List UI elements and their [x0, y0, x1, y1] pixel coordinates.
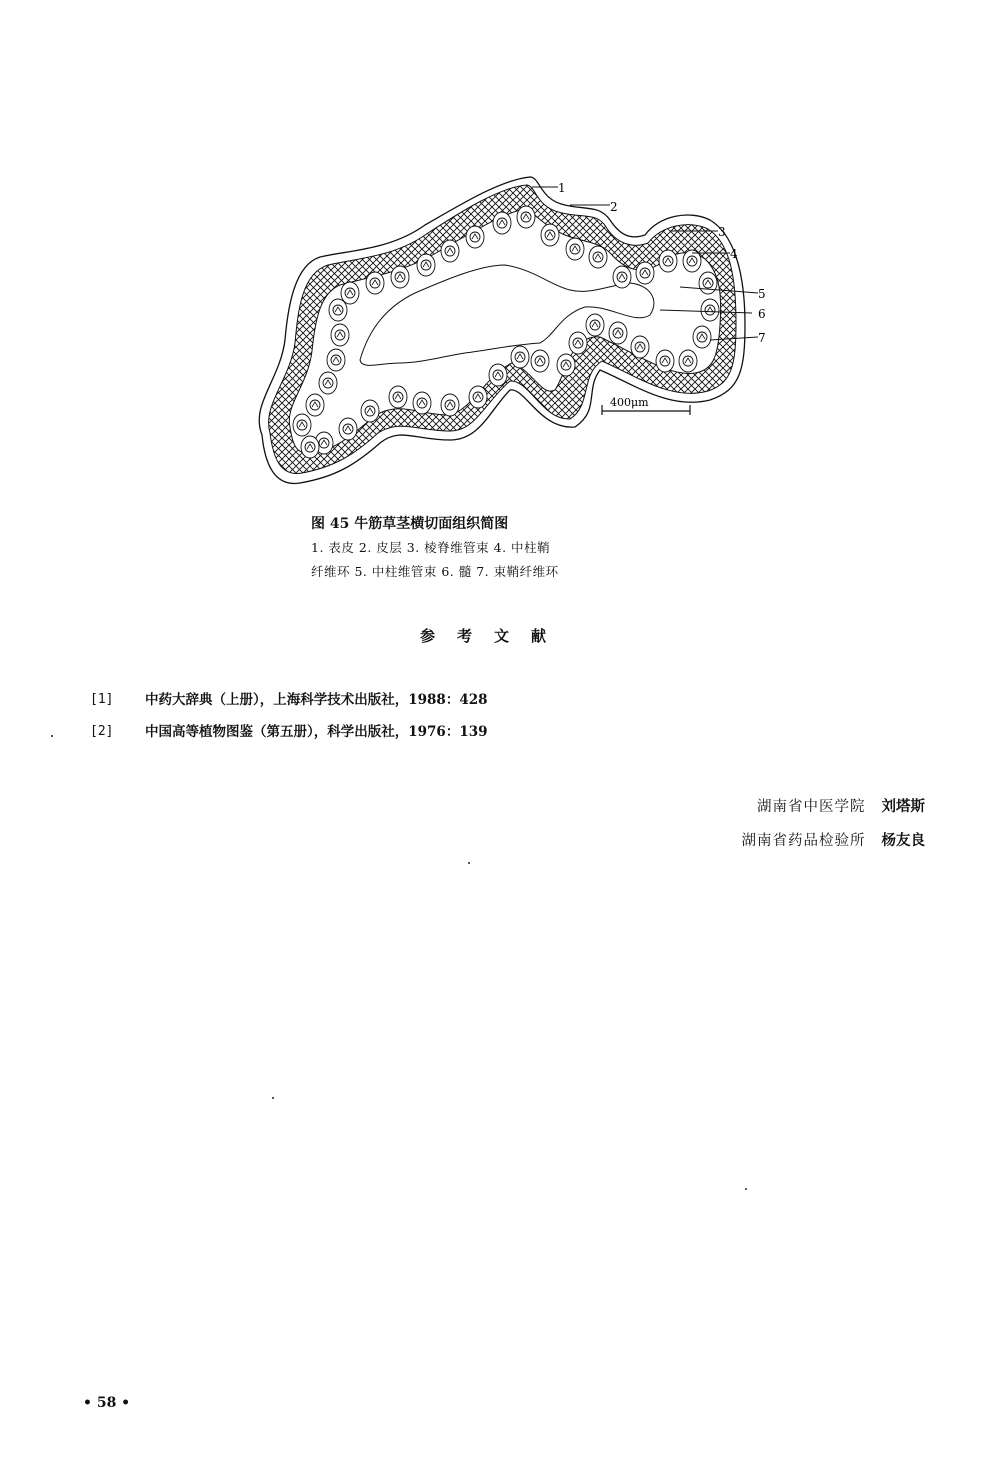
cross-section-diagram [240, 165, 780, 505]
vascular-bundle [557, 354, 575, 376]
figure-caption [311, 512, 559, 584]
vascular-bundle [391, 266, 409, 288]
scan-speck [272, 1097, 274, 1099]
caption-legend-line-1: 1. 表皮 2. 皮层 3. 棱脊维管束 4. 中柱鞘 [311, 540, 551, 555]
vascular-bundle [679, 350, 697, 372]
vascular-bundle [301, 436, 319, 458]
vascular-bundle [389, 386, 407, 408]
scan-speck [468, 862, 470, 864]
author-line [742, 824, 926, 858]
vascular-bundle [493, 212, 511, 234]
vascular-bundle [586, 314, 604, 336]
vascular-bundle [589, 246, 607, 268]
reference-list [90, 684, 488, 748]
vascular-bundle [656, 350, 674, 372]
author-name: 杨友良 [881, 832, 925, 849]
callout-1: 1 [558, 181, 566, 195]
author-line [742, 790, 926, 824]
callout-4: 4 [730, 247, 738, 261]
vascular-bundle [569, 332, 587, 354]
vascular-bundle [306, 394, 324, 416]
vascular-bundle [331, 324, 349, 346]
vascular-bundle [613, 266, 631, 288]
scan-speck [745, 1188, 747, 1190]
reference-text: 中国高等植物图鉴（第五册），科学出版社，1976：139 [145, 724, 488, 740]
scan-speck [51, 735, 53, 737]
vascular-bundle [339, 418, 357, 440]
vascular-bundle [489, 364, 507, 386]
figure-stem-cross-section [240, 165, 780, 505]
vascular-bundle [566, 238, 584, 260]
vascular-bundle [441, 394, 459, 416]
reference-number: [1] [90, 692, 114, 707]
vascular-bundle [361, 400, 379, 422]
page-number: • 58 • [83, 1395, 131, 1411]
callout-2: 2 [610, 200, 618, 214]
reference-item [90, 716, 488, 748]
vascular-bundle [319, 372, 337, 394]
vascular-bundle [413, 392, 431, 414]
vascular-bundle [341, 282, 359, 304]
author-affiliation: 湖南省药品检验所 [741, 833, 866, 849]
vascular-bundle [329, 299, 347, 321]
vascular-bundle [693, 326, 711, 348]
vascular-bundle [636, 262, 654, 284]
vascular-bundle [327, 349, 345, 371]
vascular-bundle [366, 272, 384, 294]
caption-legend-line-2: 纤维环 5. 中柱维管束 6. 髓 7. 束鞘纤维环 [311, 564, 559, 579]
scale-bar-label: 400μm [610, 396, 649, 409]
vascular-bundle [469, 386, 487, 408]
callout-5: 5 [758, 287, 766, 301]
vascular-bundle [659, 250, 677, 272]
vascular-bundle [417, 254, 435, 276]
author-block [742, 790, 926, 858]
callout-6: 6 [758, 307, 766, 321]
vascular-bundle [517, 206, 535, 228]
author-name: 刘塔斯 [881, 798, 925, 815]
vascular-bundle [441, 240, 459, 262]
vascular-bundle [466, 226, 484, 248]
reference-number: [2] [90, 724, 114, 739]
vascular-bundle [293, 414, 311, 436]
callout-3: 3 [718, 225, 726, 239]
references-heading: 参考文献 [420, 627, 569, 645]
vascular-bundle [631, 336, 649, 358]
vascular-bundle [531, 350, 549, 372]
vascular-bundle [609, 322, 627, 344]
reference-item [90, 684, 488, 716]
vascular-bundle [541, 224, 559, 246]
author-affiliation: 湖南省中医学院 [757, 799, 866, 815]
caption-title: 图 45 牛筋草茎横切面组织简图 [311, 516, 509, 532]
vascular-bundle [701, 299, 719, 321]
vascular-bundle [699, 272, 717, 294]
callout-7: 7 [758, 331, 766, 345]
vascular-bundle [511, 346, 529, 368]
reference-text: 中药大辞典（上册），上海科学技术出版社，1988：428 [145, 692, 488, 708]
